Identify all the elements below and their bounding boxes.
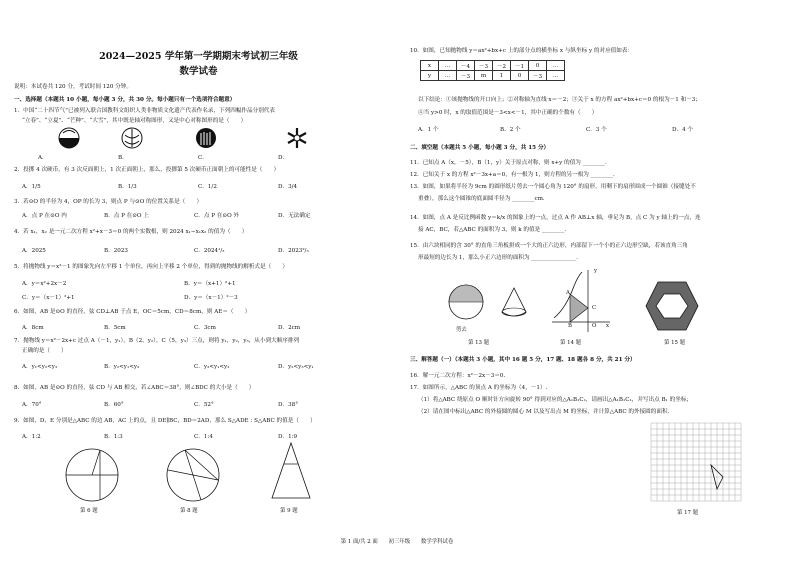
q7-option-d: D．y₂<y₃<y₁ (278, 364, 314, 370)
q6-option-b: B．5cm (104, 325, 126, 331)
figure-q9-triangle (268, 440, 314, 502)
q7-option-c: C．y₃<y₁<y₂ (194, 364, 230, 370)
q10-option-c: C．3 个 (586, 127, 607, 133)
q7-option-b: B．y₂<y₁<y₃ (104, 364, 140, 370)
q7-text-b: 正确的是（ ） (22, 348, 67, 354)
q9-option-a: A．1:2 (22, 434, 41, 440)
q10-text-c: ④当 y>0 时，x 的取值范围是－3<x<－1，其中正确的个数有（ ） (418, 110, 598, 116)
table-cell: … (439, 61, 457, 71)
table-cell: －1 (511, 61, 529, 71)
q5-option-b: B．y＝（x+1）²+1 (184, 281, 236, 287)
q15-text-b: 形最短的边长为 1，那么小正六边形的面积为 ________________. (418, 255, 578, 261)
q13-text-b: 重叠），那么这个圆锥的底面圆半径为 ________cm. (418, 196, 545, 202)
q15-text-a: 15．由六块相同的含 30° 的直角三角板拼成一个大的正六边形，内部留下一个小的正六边形空缺，若该直角三角 (410, 243, 688, 249)
table-cell: －3 (529, 71, 547, 81)
q5-text: 5．将抛物线 y＝x²－1 的图象先向左平移 1 个单位，再向上平移 2 个单位，得到的抛物线的解析式是（ ） (14, 264, 288, 270)
q10-text-a: 10．如图，已知抛物线 y＝ax²+bx+c 上的部分点的横坐标 x 与纵坐标 y 的对应值如表： (410, 48, 634, 54)
q9-option-d: D．1:9 (278, 434, 298, 440)
axis-label-y: y (594, 268, 598, 274)
caption-q6: 第 6 题 (80, 508, 98, 514)
q2-text: 2．投掷 4 次硬币，有 3 次反面朝上，1 次正面朝上，那么，投掷第 5 次硬币正面朝上的可能性是（ ） (14, 167, 280, 173)
q9-option-b: B．1:3 (104, 434, 123, 440)
q2-option-b: B．1/3 (118, 184, 137, 190)
q14-text-b: 接 AC，BC，若△ABC 的面积为 3，则 k 的值是 ________. (418, 227, 567, 233)
table-cell: －3 (475, 61, 493, 71)
q10-value-table (420, 60, 565, 81)
axis-label-x: x (606, 323, 610, 329)
q8-option-a: A．70° (22, 402, 42, 408)
q4-option-d: D．2023²/₃ (278, 248, 309, 254)
q1-text-a: 1．中国“二十四节气”已被列入联合国教科文组织人类非物质文化遗产代表作名录，下列四幅作品分别代表 (14, 108, 275, 114)
q5-option-c: C．y＝（x－1）²+1 (22, 295, 75, 301)
q3-option-c: C．点 P 在⊙O 外 (194, 213, 240, 219)
table-cell: 0 (529, 61, 547, 71)
q7-option-a: A．y₁<y₂<y₃ (22, 364, 58, 370)
q3-text: 3．若⊙O 的半径为 4，OP 的长为 3，则点 P 与⊙O 的位置关系是（ ） (14, 199, 203, 205)
table-cell: x (421, 61, 439, 71)
q1-option-d: D． (278, 155, 289, 161)
q17-text-b: （1）将△ABC 绕原点 O 顺时针方向旋转 90° 得到对应的△A₁B₁C₁，请画出△A₁B₁C₁，并写出点 B₁ 的坐标； (418, 397, 693, 403)
figure-q15-hexagon (644, 278, 700, 334)
q11-text: 11．已知点 A（x，－5），B（1，y）关于原点对称，则 x+y 的值为 ________. (410, 160, 607, 166)
table-cell: m (475, 71, 493, 81)
q9-text: 9．如图，D、E 分别是△ABC 的边 AB，AC 上的点，且 DE∥BC，BD＝2AD，那么 S△ADE : S△ABC 的值是（ ） (14, 418, 316, 424)
section-3-heading: 三、解答题（一）（本题共 3 小题，其中 16 题 5 分，17 题、18 题各 8 分，共 21 分） (410, 357, 636, 363)
solar-term-mangzhong-image (195, 127, 217, 149)
q2-option-d: D．3/4 (278, 184, 298, 190)
q4-text: 4．若 x₁，x₂ 是一元二次方程 x²+x－3＝0 的两个实数根，则 2024 x₁−x₁x₂ 的值为（ ） (14, 229, 248, 235)
exam-subject: 数学试卷 (179, 66, 218, 77)
table-cell: －2 (493, 61, 511, 71)
table-cell: －4 (457, 61, 475, 71)
table-cell: －3 (457, 71, 475, 81)
figure-q14-coordinate-graph (548, 268, 612, 334)
q1-option-b: B． (118, 155, 128, 161)
q6-option-d: D．2cm (278, 325, 301, 331)
q3-option-a: A．点 P 在⊙O 内 (22, 213, 67, 219)
q3-option-b: B．点 P 在⊙O 上 (104, 213, 149, 219)
figure-q8-circle (163, 446, 223, 504)
q8-option-c: C．52° (194, 402, 214, 408)
q7-text-a: 7．抛物线 y＝x²－2x+c 过点 A（－1，y₁），B（2，y₂），C（5，y₃）三点，则将 y₁，y₂，y₃，从小到大顺序排列 (14, 338, 300, 344)
q4-option-a: A．2025 (22, 248, 46, 254)
table-row-x (421, 61, 565, 71)
solar-term-daxue-image (286, 127, 308, 149)
table-cell: … (547, 61, 565, 71)
q3-option-d: D．无法确定 (278, 213, 311, 219)
q1-option-a: A． (38, 155, 48, 161)
q1-option-c: C． (198, 155, 208, 161)
point-label-a: A (566, 290, 570, 296)
q2-option-c: C．1/2 (198, 184, 217, 190)
q17-text-c: （2）请在图中标出△ABC 的外接圆的圆心 M 以及写出点 M 的坐标，并计算△ABC 的外接圆的面积. (418, 409, 670, 415)
section-2-heading: 二、填空题（本题共 5 小题，每小题 3 分，共 15 分） (410, 145, 550, 151)
caption-q9: 第 9 题 (280, 508, 298, 514)
table-cell: y (421, 71, 439, 81)
q2-option-a: A．1/5 (22, 184, 41, 190)
table-cell: … (439, 71, 457, 81)
q5-option-a: A．y＝x²+2x－2 (22, 281, 67, 287)
q9-option-c: C．1:4 (194, 434, 213, 440)
caption-q14: 第 14 题 (560, 340, 582, 346)
table-cell: … (547, 71, 565, 81)
q10-option-d: D．4 个 (672, 127, 694, 133)
solar-term-lixia-image (121, 127, 143, 149)
table-cell: 1 (493, 71, 511, 81)
table-cell: 0 (511, 71, 529, 81)
caption-q17: 第 17 题 (677, 510, 699, 516)
q14-text-a: 14．如图，点 A 是反比例函数 y＝k/x 的图象上的一点，过点 A 作 AB⊥x 轴，垂足为 B，点 C 为 y 轴上的一点，连 (410, 215, 701, 221)
q6-option-a: A．8cm (22, 325, 44, 331)
cut-label: 剪去 (456, 327, 467, 333)
q8-option-d: D．38° (278, 402, 298, 408)
q4-option-c: C．2024¹/₃ (194, 248, 225, 254)
exam-note: 说明：本试卷共 120 分，考试时间 120 分钟。 (14, 84, 132, 90)
point-label-c: C (592, 305, 597, 311)
q6-text: 6．如图，AB 是⊙O 的直径，弦 CD⊥AB 于点 E，OC＝5cm，CD＝8cm，则 AE＝（ ） (14, 309, 251, 315)
figure-q17-grid (650, 422, 742, 506)
q13-text-a: 13．如图，如果将半径为 9cm 的圆形纸片剪去一个圆心角为 120° 的扇形，用剩下的扇形围成一个圆锥（接缝处不 (410, 184, 696, 190)
q17-text-a: 17．如图所示，△ABC 的顶点 A 的坐标为（4，－1）. (410, 385, 548, 391)
page-footer: 第 1 面/共 2 面 初三年级 数学学科试卷 (340, 539, 454, 545)
q16-text: 16．解一元二次方程：x²－2x－3＝0. (410, 373, 506, 379)
caption-q15: 第 15 题 (664, 340, 686, 346)
caption-q13: 第 13 题 (468, 340, 490, 346)
point-label-b: B (568, 323, 572, 329)
figure-q6-circle (60, 446, 124, 504)
exam-title: 2024—2025 学年第一学期期末考试初三年级 (99, 51, 298, 62)
table-row-y (421, 71, 565, 81)
section-1-heading: 一、选择题（本题共 10 小题，每小题 3 分，共 30 分。每小题只有一个选项符合题意） (14, 97, 236, 103)
q5-option-d: D．y＝（x－1）²－3 (184, 295, 238, 301)
q6-option-c: C．3cm (194, 325, 216, 331)
q10-text-b: 以下结论：①该抛物线的开口向上；②对称轴为直线 x＝－2；③关于 x 的方程 ax²+bx+c＝0 的根为－1 和－3； (418, 97, 701, 103)
q8-option-b: B．60° (104, 402, 124, 408)
q12-text: 12．已知关于 x 的方程 x²－3x+a＝0，有一根为 1，则方程的另一根为 ________. (410, 172, 615, 178)
q1-text-b: “立春”、“立夏”、“芒种”、“大雪”，其中既是轴对称图形，又是中心对称图形的是（ ） (22, 118, 247, 124)
q4-option-b: B．2023 (104, 248, 128, 254)
q10-option-a: A．1 个 (418, 127, 439, 133)
caption-q8: 第 8 题 (180, 508, 198, 514)
origin-label-o: O (592, 323, 597, 329)
q10-option-b: B．2 个 (500, 127, 521, 133)
q8-text: 8．如图，AB 是⊙O 的直径，弦 CD 与 AB 相交，若∠ABC＝38°，则∠BDC 的大小是（ ） (14, 385, 255, 391)
solar-term-lichun-image (58, 127, 80, 149)
